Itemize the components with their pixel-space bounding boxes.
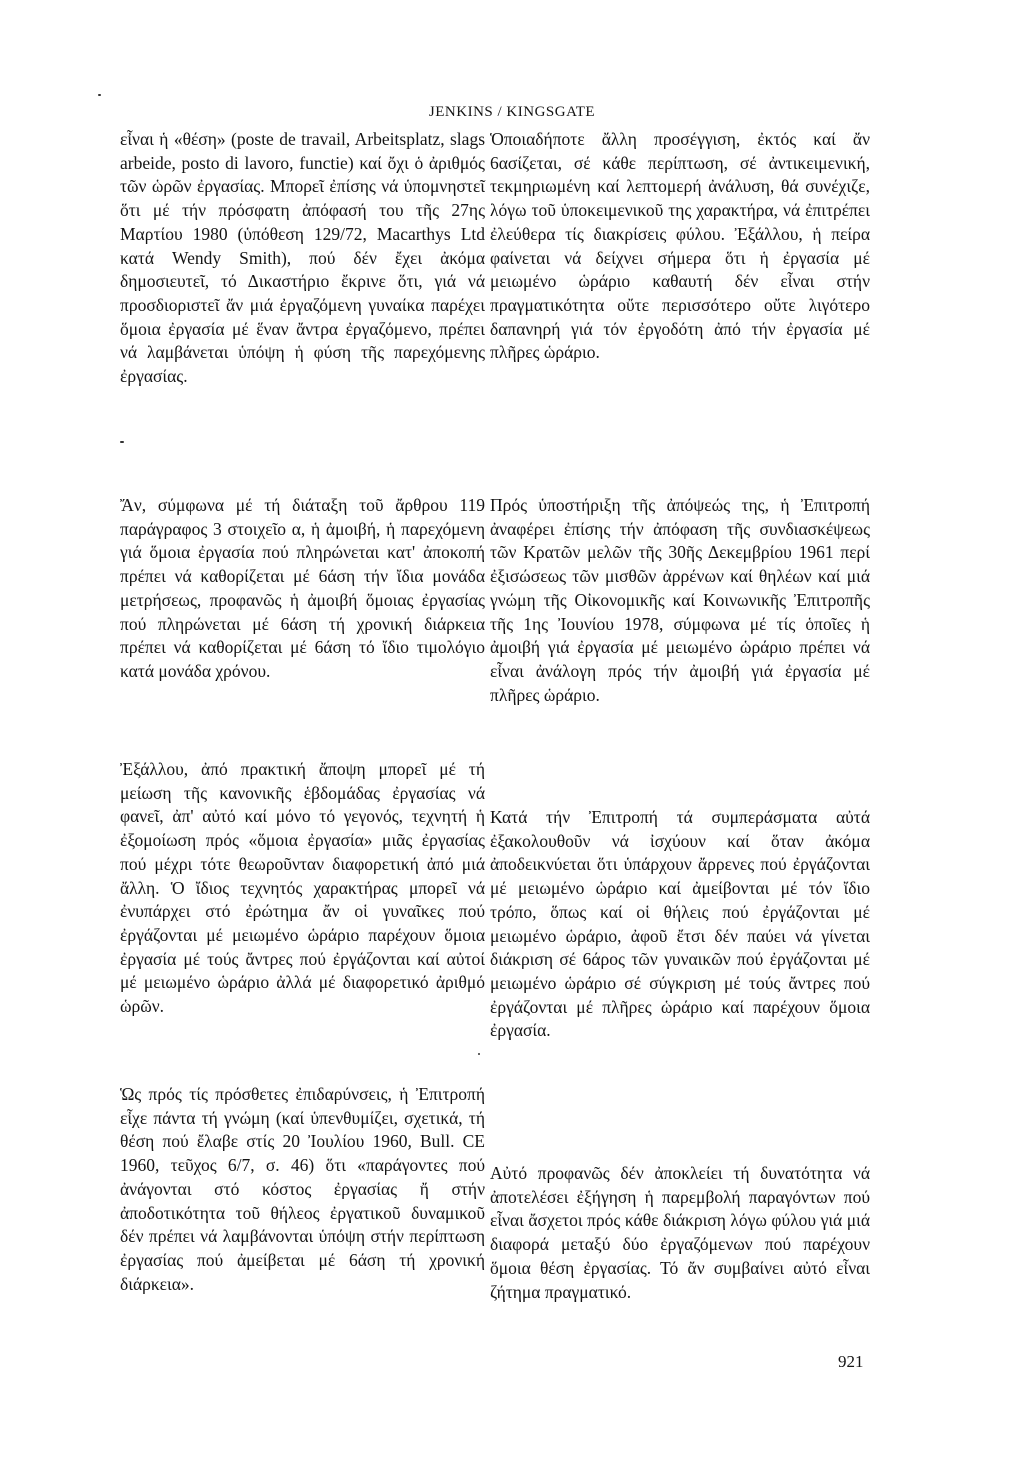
page-number: 921 [838,1352,864,1371]
right-paragraph-2: Πρός ὑποστήριξη τῆς ἀπόψεώς της, ἡ Ἐπιτροπή ἀναφέρει ἐπίσης τήν ἀπόφαση τῆς συνδιασκέψεως τῶν Κρατῶν μελῶν τῆς 30ῆς Δεκεμβρίου 1961 περί ἐξισώσεως τῶν μισθῶν ἀρρένων καί θηλέων καί μιά γνώμη τῆς Οἰκονομικῆς καί Κοινωνικῆς Ἐπιτροπῆς τῆς 1ης Ἰουνίου 1978, σύμφωνα μέ τίς ὁποῖες ἡ ἀμοιβή γιά ἐργασία μέ μειωμένο ὡράριο πρέπει νά εἶναι ἀνάλογη πρός τήν ἀμοιβή γιά ἐργασία μέ πλῆρες ὡράριο. [490,495,870,705]
right-paragraph-4: Αὐτό προφανῶς δέν ἀποκλείει τή δυνατότητα νά ἀποτελέσει ἐξήγηση ἡ παρεμβολή παραγόντων πού εἶναι ἄσχετοι πρός κάθε διάκριση λόγω φύλου γιά μιά διαφορά μεταξύ δύο ἐργαζόμενων πού παρέχουν ὅμοια θέση ἐργασίας. Τό ἄν συμβαίνει αὐτό εἶναι ζήτημα πραγματικό. [490,1163,870,1302]
left-paragraph-2: Ἄν, σύμφωνα μέ τή διάταξη τοῦ ἄρθρου 119 παράγραφος 3 στοιχεῖο α, ἡ ἀμοιβή, ἡ παρεχόμενη γιά ὅμοια ἐργασία πού πληρώνεται κατ' ἀποκοπή πρέπει νά καθορίζεται μέ 6άση τήν ἴδια μονάδα μετρήσεως, προφανῶς ἡ ἀμοιβή ὅμοιας ἐργασίας πού πληρώνεται μέ 6άση τή χρονική διάρκεια πρέπει νά καθορίζεται μέ 6άση τό ἴδιο τιμολόγιο κατά μονάδα χρόνου. [120,495,485,681]
right-paragraph-3: Κατά τήν Ἐπιτροπή τά συμπεράσματα αὐτά ἐξακολουθοῦν νά ἰσχύουν καί ὅταν ἀκόμα ἀποδεικνύεται ὅτι ὑπάρχουν ἄρρενες πού ἐργάζονται μέ μειωμένο ὡράριο καί ἀμείβονται μέ τόν ἴδιο τρόπο, ὅπως καί οἱ θήλεις πού ἐργάζονται μέ μειωμένο ὡράριο, ἀφοῦ ἔτσι δέν παύει νά γίνεται διάκριση σέ 6άρος τῶν γυναικῶν πού ἐργάζονται μέ μειωμένο ὡράριο σέ σύγκριση μέ τούς ἄντρες πού ἐργάζονται μέ πλῆρες ὡράριο καί παρέχουν ὅμοια ἐργασία. [490,807,870,1041]
scan-speck [98,94,101,96]
scan-speck [478,1053,480,1055]
left-paragraph-1: εἶναι ἡ «θέση» (poste de travail, Arbeitsplatz, slags arbeide, posto di lavoro, functie) καί ὄχι ὁ ἀριθμός τῶν ὡρῶν ἐργασίας. Μπορεῖ ἐπίσης νά ὑπομνηστεῖ ὅτι μέ τήν πρόσφατη ἀπόφασή του τῆς 27ης Μαρτίου 1980 (ὑπόθεση 129/72, Macarthys Ltd κατά Wendy Smith), πού δέν ἔχει ἀκόμα δημοσιευτεῖ, τό Δικαστήριο ἔκρινε ὅτι, γιά νά προσδιοριστεῖ ἄν μιά ἐργαζόμενη γυναίκα παρέχει ὅμοια ἐργασία μέ ἕναν ἄντρα ἐργαζόμενο, πρέπει νά λαμβάνεται ὑπόψη ἡ φύση τῆς παρεχόμενης ἐργασίας. [120,129,485,387]
left-paragraph-4: Ὡς πρός τίς πρόσθετες ἐπιδαρύνσεις, ἡ Ἐπιτροπή εἶχε πάντα τή γνώμη (καί ὑπενθυμίζει, σχετικά, τή θέση πού ἔλαβε στίς 20 Ἰουλίου 1960, Bull. CE 1960, τεῦχος 6/7, σ. 46) ὅτι «παράγοντες πού ἀνάγονται στό κόστος ἐργασίας ἤ στήν ἀποδοτικότητα τοῦ θήλεος ἐργατικοῦ δυναμικοῦ δέν πρέπει νά λαμβάνονται ὑπόψη στήν περίπτωση ἐργασίας πού ἀμείβεται μέ 6άση τή χρονική διάρκεια». [120,1084,485,1294]
running-header: JENKINS / KINGSGATE [428,104,596,120]
left-paragraph-3: Ἐξάλλου, ἀπό πρακτική ἄποψη μπορεῖ μέ τή μείωση τῆς κανονικῆς ἑβδομάδας ἐργασίας νά φανεῖ, ἀπ' αὐτό καί μόνο τό γεγονός, τεχνητή ἡ ἐξομοίωση πρός «ὅμοια ἐργασία» μιᾶς ἐργασίας πού μέχρι τότε θεωροῦνταν διαφορετική ἀπό μιά ἄλλη. Ὁ ἴδιος τεχνητός χαρακτήρας μπορεῖ νά ἐνυπάρχει στό ἐρώτημα ἄν οἱ γυναῖκες πού ἐργάζονται μέ μειωμένο ὡράριο παρέχουν ὅμοια ἐργασία μέ τούς ἄντρες πού ἐργάζονται καί αὐτοί μέ μειωμένο ὡράριο ἀλλά μέ διαφορετικό ἀριθμό ὡρῶν. [120,759,485,1017]
right-paragraph-1: Ὁποιαδήποτε ἄλλη προσέγγιση, ἐκτός καί ἄν 6ασίζεται, σέ κάθε περίπτωση, σέ ἀντικειμενική, τεκμηριωμένη καί λεπτομερή ἀνάλυση, θά συνέχιζε, λόγω τοῦ ὑποκειμενικοῦ της χαρακτήρα, νά ἐπιτρέπει ἐλεύθερα τίς διακρίσεις φύλου. Ἐξάλλου, ἡ πείρα φαίνεται νά δείχνει σήμερα ὅτι ἡ ἐργασία μέ μειωμένο ὡράριο καθαυτή δέν εἶναι στήν πραγματικότητα οὔτε περισσότερο οὔτε λιγότερο δαπανηρή γιά τόν ἐργοδότη ἀπό τήν ἐργασία μέ πλῆρες ὡράριο. [490,129,870,363]
scan-speck [120,441,124,443]
